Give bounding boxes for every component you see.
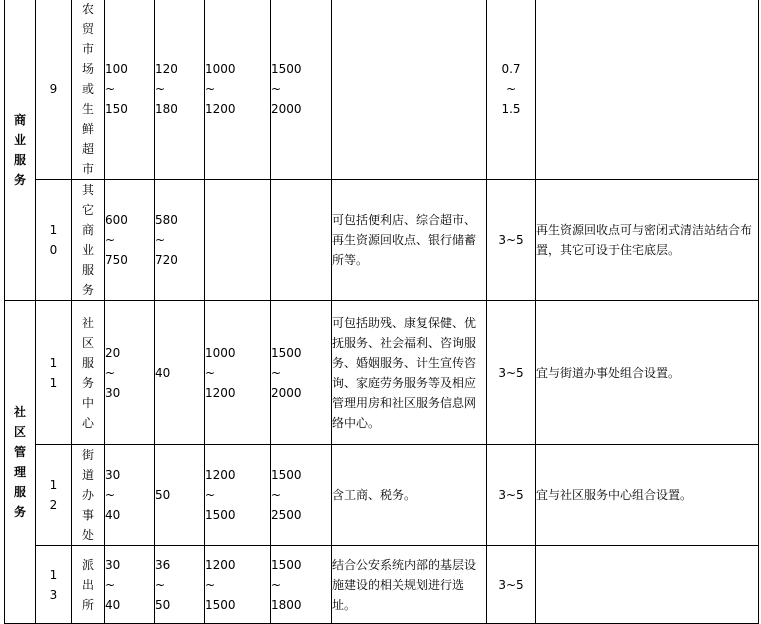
facility-name: 其它商业服务 bbox=[72, 180, 105, 301]
row-number: 10 bbox=[36, 180, 72, 301]
ratio-cell: 3~5 bbox=[487, 546, 536, 624]
indicator-b: 120 ~ 180 bbox=[155, 0, 205, 180]
table-row bbox=[5, 0, 759, 180]
indicator-a: 30 ~ 40 bbox=[105, 445, 155, 546]
indicator-d: 1500 ~ 2000 bbox=[271, 301, 332, 445]
indicator-a: 20 ~ 30 bbox=[105, 301, 155, 445]
indicator-d: 1500 ~ 1800 bbox=[271, 546, 332, 624]
ratio-cell: 3~5 bbox=[487, 445, 536, 546]
note-cell: 宜与社区服务中心组合设置。 bbox=[536, 445, 759, 546]
indicator-c: 1200 ~ 1500 bbox=[205, 445, 271, 546]
ratio-cell: 0.7 ~ 1.5 bbox=[487, 0, 536, 180]
table-row bbox=[5, 180, 759, 301]
indicator-a: 600 ~ 750 bbox=[105, 180, 155, 301]
facility-description: 可包括便利店、综合超市、再生资源回收点、银行储蓄所等。 bbox=[332, 180, 487, 301]
indicator-d bbox=[271, 180, 332, 301]
indicator-c bbox=[205, 180, 271, 301]
facility-name: 社区服务中心 bbox=[72, 301, 105, 445]
ratio-cell: 3~5 bbox=[487, 180, 536, 301]
row-number: 13 bbox=[36, 546, 72, 624]
facility-name: 农贸市场或生鲜超市 bbox=[72, 0, 105, 180]
indicator-a: 30 ~ 40 bbox=[105, 546, 155, 624]
category-label: 社区管理服务 bbox=[13, 405, 26, 519]
indicator-c: 1000 ~ 1200 bbox=[205, 0, 271, 180]
indicator-b: 580 ~ 720 bbox=[155, 180, 205, 301]
facility-description: 可包括助残、康复保健、优抚服务、社会福利、咨询服务、婚姻服务、计生宣传咨询、家庭劳务服务等及相应管理用房和社区服务信息网络中心。 bbox=[332, 301, 487, 445]
ratio-cell: 3~5 bbox=[487, 301, 536, 445]
note-cell: 宜与街道办事处组合设置。 bbox=[536, 301, 759, 445]
row-number: 12 bbox=[36, 445, 72, 546]
category-cell-community bbox=[5, 301, 36, 624]
indicator-d: 1500 ~ 2000 bbox=[271, 0, 332, 180]
facility-description bbox=[332, 0, 487, 180]
facility-name: 派出所 bbox=[72, 546, 105, 624]
table-row bbox=[5, 301, 759, 445]
table-row bbox=[5, 445, 759, 546]
indicator-c: 1200 ~ 1500 bbox=[205, 546, 271, 624]
note-cell bbox=[536, 0, 759, 180]
indicator-d: 1500 ~ 2500 bbox=[271, 445, 332, 546]
indicator-a: 100 ~ 150 bbox=[105, 0, 155, 180]
category-cell-commercial bbox=[5, 0, 36, 301]
indicator-b: 36 ~ 50 bbox=[155, 546, 205, 624]
facility-table bbox=[4, 0, 759, 624]
indicator-b: 40 bbox=[155, 301, 205, 445]
facility-name: 街道办事处 bbox=[72, 445, 105, 546]
indicator-b: 50 bbox=[155, 445, 205, 546]
facility-description: 结合公安系统内部的基层设施建设的相关规划进行选址。 bbox=[332, 546, 487, 624]
row-number: 9 bbox=[36, 0, 72, 180]
row-number: 11 bbox=[36, 301, 72, 445]
indicator-c: 1000 ~ 1200 bbox=[205, 301, 271, 445]
facility-description: 含工商、税务。 bbox=[332, 445, 487, 546]
category-label: 商业服务 bbox=[13, 112, 26, 187]
note-cell: 再生资源回收点可与密闭式清洁站结合布置，其它可设于住宅底层。 bbox=[536, 180, 759, 301]
